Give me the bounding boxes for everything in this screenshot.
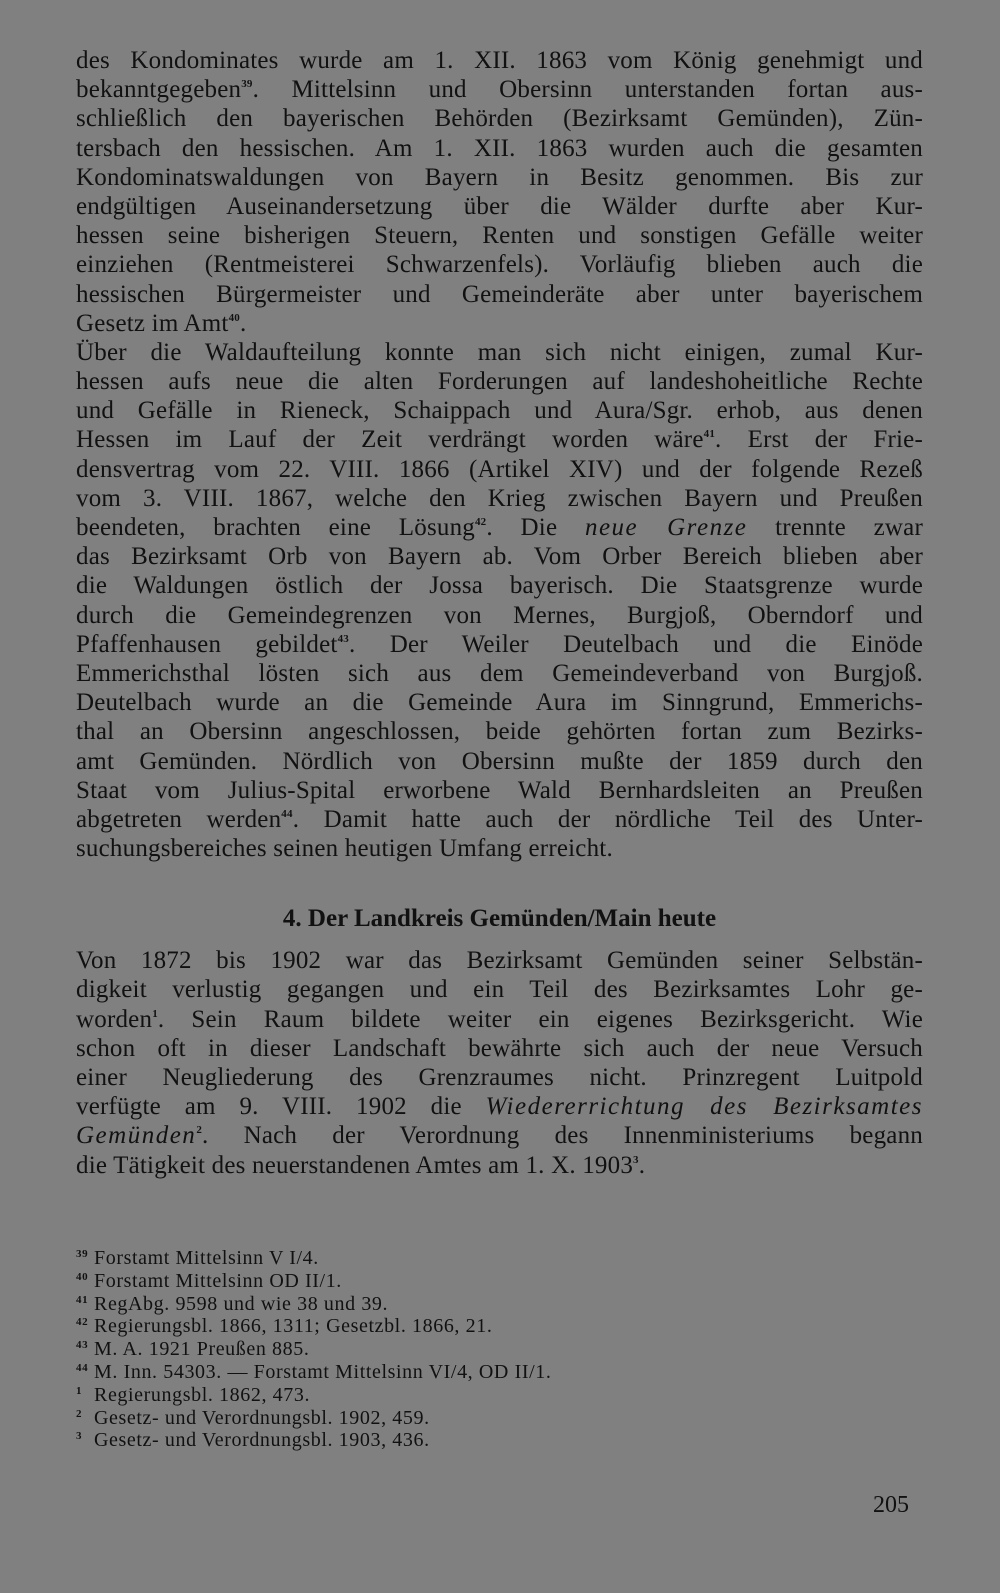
text-line: suchungsbereiches seinen heutigen Umfang erreicht. bbox=[76, 835, 613, 863]
emphasis-text: neue Grenze bbox=[584, 514, 748, 541]
footnote-number: 42 bbox=[76, 1316, 89, 1329]
text-line: das Bezirksamt Orb von Bayern ab. Vom Orber Bereich blieben aber bbox=[76, 543, 923, 571]
footnote bbox=[76, 1266, 923, 1292]
footnote-number: 39 bbox=[76, 1248, 89, 1260]
text-line: die Tätigkeit des neuerstandenen Amtes am 1. X. 1903$^3$. bbox=[76, 1151, 646, 1179]
text-line: und Gefälle in Rieneck, Schaippach und Aura/Sgr. erhob, aus denen bbox=[76, 397, 923, 425]
footnote-text: M. Inn. 54303. — Forstamt Mittelsinn VI/4, OD II/1. bbox=[94, 1360, 552, 1383]
page-number: 205 bbox=[873, 1492, 909, 1518]
text-line: amt Gemünden. Nördlich von Obersinn mußte der 1859 durch den bbox=[76, 747, 923, 775]
text-line: Pfaffenhausen gebildet$^{43}$. Der Weiler Deutelbach und die Einöde bbox=[76, 630, 923, 658]
text-line: schon oft in dieser Landschaft bewährte sich auch der neue Versuch bbox=[76, 1034, 923, 1062]
text-line: bekanntgegeben$^{39}$. Mittelsinn und Obersinn unterstanden fortan aus- bbox=[76, 76, 923, 104]
text-line: des Kondominates wurde am 1. XII. 1863 vom König genehmigt und bbox=[76, 47, 923, 74]
text-line: Von 1872 bis 1902 war das Bezirksamt Gemünden seiner Selbstän- bbox=[76, 947, 923, 975]
text-line: Gesetz im Amt$^{40}$. bbox=[76, 309, 247, 337]
footnote-text: Regierungsbl. 1862, 473. bbox=[94, 1383, 311, 1406]
footnote bbox=[76, 1425, 923, 1452]
text-line: Emmerichsthal lösten sich aus dem Gemeindeverband von Burgjoß. bbox=[76, 659, 923, 687]
paragraph-waldaufteilung bbox=[76, 338, 923, 863]
text-line: abgetreten werden$^{44}$. Damit hatte auch der nördliche Teil des Unter- bbox=[76, 805, 924, 833]
paragraph-landkreis bbox=[76, 946, 923, 1180]
footnote-text: RegAbg. 9598 und wie 38 und 39. bbox=[94, 1292, 389, 1315]
footnote-text: M. A. 1921 Preußen 885. bbox=[94, 1338, 310, 1361]
footnote-ref[interactable]: 42 bbox=[474, 516, 487, 528]
footnote bbox=[76, 1289, 923, 1315]
text-line: beendeten, brachten eine Lösung$^{42}$. Die neue Grenze trennte zwar bbox=[76, 514, 923, 541]
footnotes bbox=[76, 1243, 923, 1452]
footnote-ref[interactable]: 3 bbox=[633, 1153, 639, 1166]
text-line: Hessen im Lauf der Zeit verdrängt worden wäre$^{41}$. Erst der Frie- bbox=[76, 426, 923, 454]
footnote-ref[interactable]: 43 bbox=[337, 632, 349, 645]
footnote-ref[interactable]: 1 bbox=[152, 1007, 158, 1020]
footnote-number: 44 bbox=[76, 1361, 89, 1374]
footnote-text: Forstamt Mittelsinn OD II/1. bbox=[94, 1269, 342, 1292]
footnote-ref[interactable]: 2 bbox=[196, 1124, 203, 1137]
footnote-number: 43 bbox=[76, 1339, 89, 1352]
text-line: tersbach den hessischen. Am 1. XII. 1863 wurden auch die gesamten bbox=[76, 134, 923, 162]
footnote bbox=[76, 1311, 923, 1338]
footnote-ref[interactable]: 41 bbox=[703, 428, 716, 441]
text-line: densvertrag vom 22. VIII. 1866 (Artikel XIV) und der folgende Rezeß bbox=[76, 455, 923, 483]
text-line: schließlich den bayerischen Behörden (Bezirksamt Gemünden), Zün- bbox=[76, 105, 923, 133]
paragraph-kondominat bbox=[76, 46, 923, 338]
footnote-text: Forstamt Mittelsinn V I/4. bbox=[94, 1247, 319, 1269]
text-line: verfügte am 9. VIII. 1902 die Wiedererrichtung des Bezirksamtes bbox=[76, 1093, 923, 1121]
text-line: Staat vom Julius-Spital erworbene Wald Bernhardsleiten an Preußen bbox=[76, 776, 923, 804]
footnote bbox=[76, 1357, 923, 1383]
footnote-ref[interactable]: 40 bbox=[228, 311, 240, 324]
text-line: thal an Obersinn angeschlossen, beide gehörten fortan zum Bezirks- bbox=[76, 718, 923, 746]
footnote bbox=[76, 1403, 923, 1429]
text-line: die Waldungen östlich der Jossa bayerisch. Die Staatsgrenze wurde bbox=[76, 572, 923, 600]
footnote-ref[interactable]: 39 bbox=[241, 78, 253, 91]
text-line: einer Neugliederung des Grenzraumes nicht. Prinzregent Luitpold bbox=[76, 1064, 923, 1091]
footnote-text: Gesetz- und Verordnungsbl. 1902, 459. bbox=[94, 1406, 430, 1429]
text-line: einziehen (Rentmeisterei Schwarzenfels). Vorläufig blieben auch die bbox=[76, 251, 923, 279]
text-line: hessischen Bürgermeister und Gemeinderäte aber unter bayerischem bbox=[76, 280, 923, 308]
footnote bbox=[76, 1380, 923, 1406]
emphasis-text: Gemünden bbox=[76, 1122, 197, 1150]
emphasis-text: Wiedererrichtung des Bezirksamtes bbox=[485, 1093, 923, 1121]
text-line: Gemünden$^2$. Nach der Verordnung des Innenministeriums begann bbox=[76, 1122, 923, 1150]
text-line: endgültigen Auseinandersetzung über die Wälder durfte aber Kur- bbox=[76, 192, 923, 220]
text-line: hessen seine bisherigen Steuern, Renten und sonstigen Gefälle weiter bbox=[76, 222, 923, 250]
text-line: Kondominatswaldungen von Bayern in Besitz genommen. Bis zur bbox=[76, 163, 923, 191]
footnote-number: 40 bbox=[76, 1270, 89, 1283]
text-line: hessen aufs neue die alten Forderungen auf landeshoheitliche Rechte bbox=[76, 368, 923, 396]
text-line: durch die Gemeindegrenzen von Mernes, Burgjoß, Oberndorf und bbox=[76, 601, 923, 629]
footnote-number: 41 bbox=[76, 1293, 89, 1306]
text-line: digkeit verlustig gegangen und ein Teil des Bezirksamtes Lohr ge- bbox=[76, 976, 923, 1004]
text-line: Deutelbach wurde an die Gemeinde Aura im Sinngrund, Emmerichs- bbox=[76, 689, 923, 717]
footnote-ref[interactable]: 44 bbox=[281, 807, 293, 820]
footnote-number: 3 bbox=[76, 1430, 83, 1443]
footnote-number: 2 bbox=[76, 1407, 83, 1420]
text-line: worden$^1$. Sein Raum bildete weiter ein eigenes Bezirksgericht. Wie bbox=[76, 1005, 923, 1033]
footnote-text: Gesetz- und Verordnungsbl. 1903, 436. bbox=[94, 1429, 430, 1452]
footnote bbox=[76, 1243, 923, 1269]
footnote-text: Regierungsbl. 1866, 1311; Gesetzbl. 1866, 21. bbox=[94, 1315, 493, 1338]
footnote bbox=[76, 1334, 923, 1361]
page-body bbox=[76, 46, 923, 1180]
text-line: Über die Waldaufteilung konnte man sich nicht einigen, zumal Kur- bbox=[76, 338, 923, 366]
section-heading: 4. Der Landkreis Gemünden/Main heute bbox=[282, 905, 717, 933]
text-line: vom 3. VIII. 1867, welche den Krieg zwischen Bayern und Preußen bbox=[76, 484, 923, 512]
footnote-number: 1 bbox=[76, 1384, 83, 1397]
